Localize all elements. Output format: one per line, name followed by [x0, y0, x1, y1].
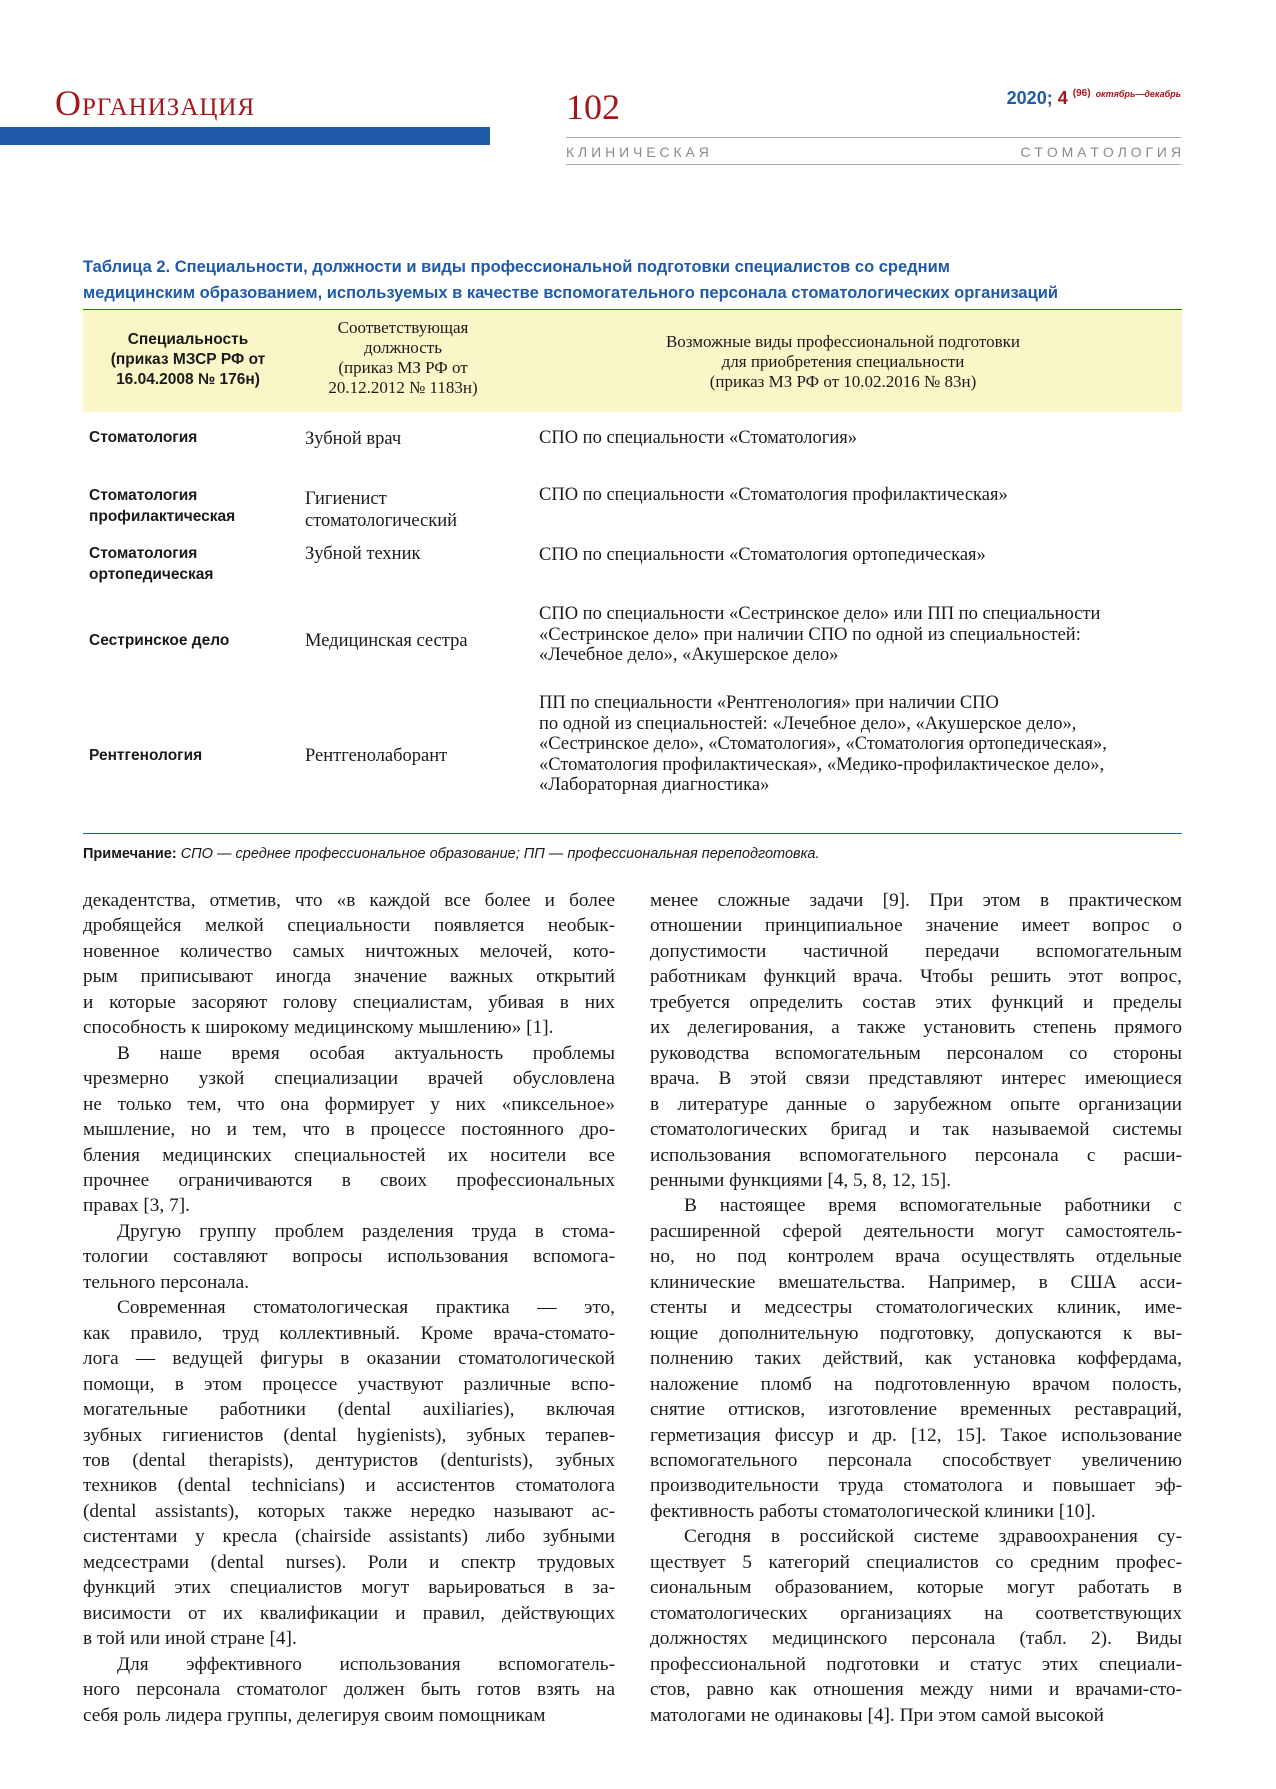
paragraph	[650, 1193, 1182, 1524]
cell-specialty	[89, 543, 304, 585]
header-specialty	[83, 330, 293, 390]
text-line: Сегодня в российской системе здравоохранения су-	[684, 1526, 1182, 1548]
journal-name	[566, 144, 1181, 160]
cell-position	[305, 745, 525, 767]
text-line: медсестрами (dental nurses). Роли и спектр трудовых	[83, 1551, 615, 1573]
cell-line: «Стоматология профилактическая», «Медико-профилактическое дело»,	[539, 754, 1105, 775]
text-line: фективность работы стоматологической клиники [10].	[650, 1500, 1096, 1522]
table-bottom-rule	[83, 833, 1182, 834]
text-line: матологами не одинаковы [4]. При этом самой высокой	[650, 1704, 1104, 1726]
text-line: не только тем, что она формирует у них «пиксельное»	[83, 1093, 615, 1115]
text-line: как правило, труд коллективный. Кроме врача-стомато-	[83, 1322, 615, 1344]
cell-line: Рентгенолаборант	[305, 746, 448, 766]
text-line: клинические вмешательства. Например, в США асси-	[650, 1271, 1182, 1293]
cell-line: Зубной техник	[305, 544, 421, 564]
text-line: лога — ведущей фигуры в оказании стоматологической	[83, 1348, 615, 1370]
text-line: менее сложные задачи [9]. При этом в практическом	[650, 890, 1182, 911]
cell-line: «Сестринское дело» при наличии СПО по одной из специальностей:	[539, 624, 1081, 645]
cell-training	[539, 604, 1179, 666]
text-line: стов, равно как отношения между ними и врачами-сто-	[650, 1679, 1182, 1701]
text-line: наложение пломб на подготовленную врачом полость,	[650, 1373, 1182, 1395]
text-line: сиональным образованием, которые могут работать в	[650, 1577, 1182, 1599]
text-line: В настоящее время вспомогательные работники с	[684, 1195, 1182, 1217]
header-line: для приобретения специальности	[721, 352, 965, 371]
text-line: функций этих специалистов могут варьироваться в за-	[83, 1577, 615, 1599]
text-line: дробящейся мелкой специальности появляется необык-	[83, 915, 615, 937]
cell-line: «Лабораторная диагностика»	[539, 775, 770, 795]
text-line: руководства вспомогательным персоналом со стороны	[650, 1042, 1182, 1064]
paragraph	[650, 1524, 1182, 1728]
cell-position	[305, 428, 525, 450]
journal-word-1: К Л И Н И Ч Е С К А Я	[566, 144, 709, 160]
cell-specialty	[89, 745, 304, 766]
cell-line: ПП по специальности «Рентгенология» при наличии СПО	[539, 693, 999, 713]
issue-months: октябрь—декабрь	[1095, 89, 1181, 99]
header-line: должность	[364, 338, 442, 357]
header-line: 16.04.2008 № 176н)	[116, 371, 260, 388]
text-line: стенты и медсестры стоматологических клиник, име-	[650, 1297, 1182, 1319]
cell-line: Гигиенист	[305, 489, 387, 509]
cell-line: СПО по специальности «Стоматология»	[539, 428, 858, 448]
header-line: (приказ МЗ РФ от 10.02.2016 № 83н)	[709, 372, 977, 391]
table-header	[83, 310, 1182, 412]
journal-rule-bottom	[566, 164, 1181, 165]
text-line: в той или иной стране [4].	[83, 1628, 297, 1650]
cell-line: «Сестринское дело», «Стоматология», «Стоматология ортопедическая»,	[539, 734, 1107, 754]
text-line: бления медицинских специальностей их носители все	[83, 1144, 615, 1166]
paragraph	[83, 1219, 615, 1295]
table-caption-line: медицинским образованием, используемых в качестве вспомогательного персонала стоматологических организаций	[83, 284, 1059, 302]
paragraph	[83, 1652, 615, 1728]
issue-number: 4	[1057, 88, 1068, 108]
cell-line: Рентгенология	[89, 747, 203, 764]
text-line: В наше время особая актуальность проблемы	[117, 1042, 615, 1064]
section-bar	[0, 127, 490, 145]
text-line: требуется определить состав этих функций и пределы	[650, 991, 1182, 1013]
text-line: техников (dental technicians) и ассистентов стоматолога	[83, 1475, 615, 1497]
paragraph	[83, 1295, 615, 1651]
text-line: ществует 5 категорий специалистов со средним профес-	[650, 1551, 1182, 1573]
text-line: стоматологических организациях на соответствующих	[650, 1602, 1182, 1624]
text-line: но, но под контролем врача осуществлять отдельные	[650, 1246, 1182, 1268]
cell-line: Стоматология	[89, 545, 198, 562]
text-line: могательные работники (dental auxiliaries), включая	[83, 1399, 615, 1421]
cell-specialty	[89, 630, 304, 651]
cell-specialty	[89, 427, 304, 448]
header-line: 20.12.2012 № 1183н)	[328, 378, 478, 397]
text-line: декадентства, отметив, что «в каждой все более и более	[83, 890, 615, 911]
cell-position	[305, 543, 525, 565]
text-line: производительности труда стоматолога и повышает эф-	[650, 1475, 1182, 1497]
specialties-table	[83, 309, 1182, 795]
text-line: работникам функций врача. Чтобы решить этот вопрос,	[650, 966, 1182, 988]
header-line: Специальность	[127, 331, 249, 348]
cell-line: Сестринское дело	[89, 632, 230, 649]
header-line: Соответствующая	[337, 318, 469, 337]
text-line: рым приписывают иногда значение важных открытий	[83, 966, 615, 988]
cell-specialty	[89, 485, 304, 527]
body-column-left	[83, 888, 615, 1728]
text-line: тельного персонала.	[83, 1271, 250, 1293]
text-line: использования вспомогательного персонала с расши-	[650, 1144, 1182, 1166]
note-label: Примечание:	[83, 846, 177, 862]
cell-line: Зубной врач	[305, 429, 402, 449]
header-position	[298, 318, 508, 398]
cell-line: стоматологический	[305, 511, 458, 531]
issue-year: 2020;	[1006, 88, 1053, 108]
cell-line: СПО по специальности «Стоматология профилактическая»	[539, 485, 1008, 505]
text-line: профессиональной подготовки и статус этих специали-	[650, 1653, 1182, 1675]
text-line: чрезмерно узкой специализации врачей обусловлена	[83, 1068, 615, 1090]
text-line: систентами у кресла (chairside assistants) либо зубными	[83, 1526, 615, 1548]
text-line: отношении принципиальное значение имеет вопрос о	[650, 915, 1182, 937]
cell-line: Стоматология	[89, 487, 198, 504]
section-title: Организация	[55, 83, 256, 123]
issue-total: (96)	[1072, 88, 1091, 99]
cell-training	[539, 693, 1179, 796]
body-column-right	[650, 888, 1182, 1728]
text-line: снятие оттисков, изготовление временных реставраций,	[650, 1399, 1182, 1421]
cell-position	[305, 630, 525, 652]
text-line: вспомогательного персонала способствует увеличению	[650, 1449, 1182, 1471]
cell-training	[539, 428, 1179, 449]
text-line: ющие дополнительную подготовку, допускаются к вы-	[650, 1322, 1182, 1344]
text-line: Для эффективного использования вспомогатель-	[117, 1653, 615, 1675]
text-line: тов (dental therapists), дентуристов (denturists), зубных	[83, 1449, 615, 1471]
text-line: врача. В этой связи представляют интерес имеющиеся	[650, 1068, 1182, 1090]
text-line: и которые засоряют голову специалистам, убивая в них	[83, 991, 615, 1013]
text-line: ного персонала стоматолог должен быть готов взять на	[83, 1679, 615, 1701]
cell-position	[305, 488, 525, 532]
text-line: расширенной сферой деятельности могут самостоятель-	[650, 1220, 1182, 1242]
cell-line: профилактическая	[89, 508, 236, 525]
table-note	[83, 846, 820, 862]
text-line: правах [3, 7].	[83, 1195, 190, 1217]
table-caption-line: Таблица 2. Специальности, должности и виды профессиональной подготовки специалистов со средним	[83, 258, 950, 276]
text-line: прочнее ограничиваются в своих профессиональных	[83, 1169, 615, 1191]
table-caption	[83, 254, 1183, 306]
cell-training	[539, 485, 1179, 506]
text-line: герметизация фиссур и др. [12, 15]. Такое использование	[650, 1424, 1182, 1446]
paragraph	[83, 888, 615, 1041]
paragraph	[83, 1041, 615, 1219]
header-training	[523, 332, 1163, 392]
page-number: 102	[566, 87, 620, 127]
text-line: способность к широкому медицинскому мышлению» [1].	[83, 1017, 554, 1039]
cell-line: Медицинская сестра	[305, 631, 468, 651]
text-line: их делегирования, а также установить степень прямого	[650, 1017, 1182, 1039]
text-line: висимости от их квалификации и правил, действующих	[83, 1602, 615, 1624]
text-line: Современная стоматологическая практика — это,	[117, 1297, 615, 1319]
text-line: тологии составляют вопросы использования вспомога-	[83, 1246, 615, 1268]
text-line: допустимости частичной передачи вспомогательным	[650, 940, 1182, 962]
text-line: ренными функциями [4, 5, 8, 12, 15].	[650, 1169, 952, 1191]
cell-line: СПО по специальности «Сестринское дело» или ПП по специальности	[539, 604, 1101, 624]
header-line: (приказ МЗСР РФ от	[110, 351, 266, 368]
cell-line: ортопедическая	[89, 566, 214, 583]
text-line: помощи, в этом процессе участвуют различные вспо-	[83, 1373, 615, 1395]
header-line: Возможные виды профессиональной подготовки	[665, 332, 1021, 351]
paragraph	[650, 888, 1182, 1193]
text-line: полнению таких действий, как установка коффердама,	[650, 1348, 1182, 1370]
text-line: в литературе данные о зарубежном опыте организации	[650, 1093, 1182, 1115]
header-line: (приказ МЗ РФ от	[338, 358, 468, 377]
text-line: себя роль лидера группы, делегируя своим помощникам	[83, 1704, 546, 1726]
journal-rule-top	[566, 137, 1181, 138]
note-text: СПО — среднее профессиональное образование; ПП — профессиональная переподготовка.	[180, 846, 820, 862]
cell-line: СПО по специальности «Стоматология ортопедическая»	[539, 545, 986, 565]
text-line: новенное количество самых ничтожных мелочей, кото-	[83, 940, 615, 962]
cell-line: по одной из специальностей: «Лечебное дело», «Акушерское дело»,	[539, 713, 1077, 734]
text-line: должностях медицинского персонала (табл. 2). Виды	[650, 1628, 1182, 1650]
cell-line: «Лечебное дело», «Акушерское дело»	[539, 645, 839, 665]
issue-info	[1007, 88, 1181, 109]
text-line: стоматологических бригад и так называемой системы	[650, 1119, 1182, 1141]
text-line: (dental assistants), которых также нередко называют ас-	[83, 1500, 615, 1522]
text-line: мышление, но и тем, что в процессе постоянного дро-	[83, 1119, 615, 1141]
cell-training	[539, 545, 1179, 566]
journal-word-2: С Т О М А Т О Л О Г И Я	[1020, 144, 1181, 160]
text-line: Другую группу проблем разделения труда в стома-	[117, 1220, 615, 1242]
text-line: зубных гигиенистов (dental hygienists), зубных терапев-	[83, 1424, 615, 1446]
cell-line: Стоматология	[89, 429, 198, 446]
